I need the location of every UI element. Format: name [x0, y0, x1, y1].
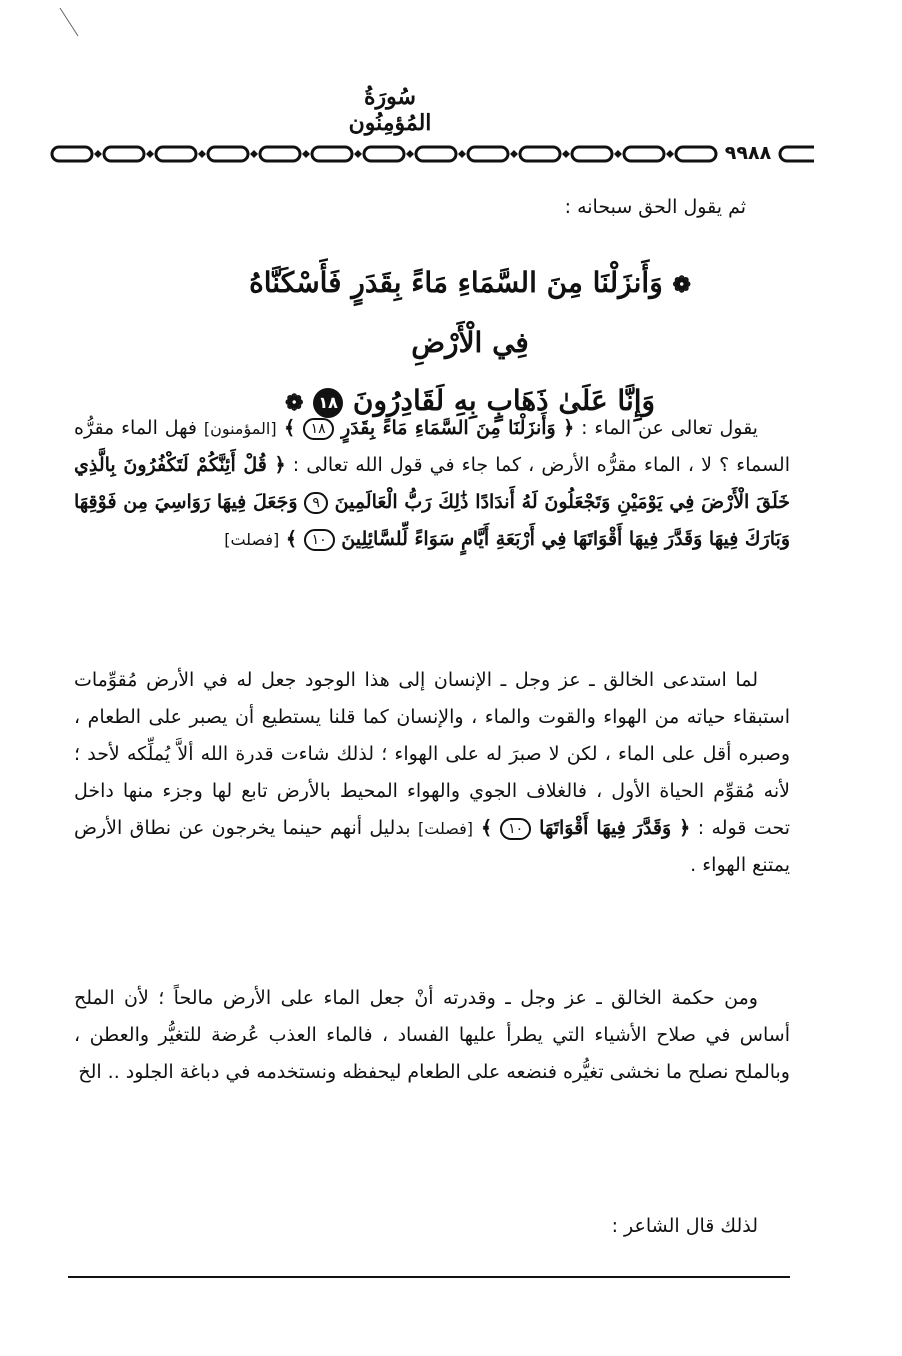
- ornament-oval: [416, 147, 456, 161]
- ornament-oval: [624, 147, 664, 161]
- ornament-diamond: [302, 150, 310, 158]
- ornament-diamond: [614, 150, 622, 158]
- p1-reference-1: [المؤمنون]: [203, 419, 277, 438]
- paragraph-4: [74, 1208, 790, 1245]
- verse-line-2-text: وَإِنَّا عَلَىٰ ذَهَابٍ بِهِ لَقَادِرُونَ: [352, 384, 656, 417]
- ornament-diamond: [198, 150, 206, 158]
- ornament-oval: [208, 147, 248, 161]
- p1-reference-2: [فصلت]: [224, 530, 280, 549]
- p2-reference: [فصلت]: [418, 819, 474, 838]
- ornament-oval: [52, 147, 92, 161]
- p1-text-1: يقول تعالى عن الماء :: [574, 417, 758, 439]
- quran-verse-block: [230, 254, 710, 432]
- intro-line: ثم يقول الحق سبحانه :: [564, 196, 746, 218]
- p1-quote-2-end: ﴾: [279, 528, 304, 550]
- ornament-oval: [156, 147, 196, 161]
- ornament-diamond: [94, 150, 102, 158]
- ornament-diamond: [354, 150, 362, 158]
- ornament-oval: [104, 147, 144, 161]
- p1-text-2: فهل الماء مقرُّه السماء ؟ لا ، الماء مقرُّه الأرض ، كما جاء في قول الله تعالى :: [74, 417, 790, 476]
- p1-quote-2-number-1: ٩: [304, 492, 328, 514]
- scan-mark: [58, 6, 80, 38]
- p3-text: ومن حكمة الخالق ـ عز وجل ـ وقدرته أنْ جعل الماء على الأرض مالحاً ؛ لأن الملح أساس في صلاح الأشياء التي يطرأ عليها الفساد ، فالماء العذب عُرضة للتغيُّر والعطن ، وبالملح نصلح ما نخشى تغيُّره فنضعه على الطعام ليحفظه ونستخدمه في دباغة الجلود .. الخ: [74, 987, 790, 1083]
- surah-title: سُورَةُ المُؤمِنُون: [348, 84, 432, 136]
- p2-quote-number: ١٠: [500, 818, 531, 840]
- p2-text-2: بدليل أنهم حينما يخرجون عن نطاق الأرض يمتنع الهواء .: [74, 817, 790, 876]
- ornament-diamond: [562, 150, 570, 158]
- ornament-oval: [572, 147, 612, 161]
- page-number: ٩٩٨٨: [718, 141, 778, 165]
- verse-close-ornament-icon: ❁: [284, 390, 304, 416]
- verse-line-1-text: وَأَنزَلْنَا مِنَ السَّمَاءِ مَاءً بِقَدَرٍ فَأَسْكَنَّاهُ فِي الْأَرْضِ: [249, 266, 663, 359]
- ornament-oval: [312, 147, 352, 161]
- verse-open-ornament-icon: ❁: [672, 272, 691, 298]
- p1-quote-1-end: ﴾: [276, 417, 303, 439]
- p1-quote-1-number: ١٨: [303, 418, 334, 440]
- ornament-diamond: [458, 150, 466, 158]
- ornament-oval: [260, 147, 300, 161]
- paragraph-2: [74, 662, 790, 884]
- ornament-oval: [520, 147, 560, 161]
- p1-quote-2: ﴿ قُلْ أَئِنَّكُمْ لَتَكْفُرُونَ بِالَّذِي خَلَقَ الْأَرْضَ فِي يَوْمَيْنِ وَتَجْعَلُونَ لَهُ أَندَادًا ذَٰلِكَ رَبُّ الْعَالَمِينَ: [74, 454, 791, 513]
- p4-text: لذلك قال الشاعر :: [611, 1215, 758, 1237]
- paragraph-1: [74, 410, 790, 558]
- ornament-diamond: [666, 150, 674, 158]
- ornament-diamond: [406, 150, 414, 158]
- p2-quote: ﴿ وَقَدَّرَ فِيهَا أَقْوَاتَهَا: [531, 817, 691, 839]
- header-ornament-bar: [48, 140, 814, 168]
- ornament-oval: [364, 147, 404, 161]
- p1-quote-1: ﴿ وَأَنزَلْنَا مِنَ السَّمَاءِ مَاءً بِقَدَرٍ: [333, 417, 575, 439]
- verse-number: ١٨: [313, 388, 343, 418]
- paragraph-3: [74, 980, 790, 1091]
- p2-text-1: لما استدعى الخالق ـ عز وجل ـ الإنسان إلى هذا الوجود جعل له في الأرض مُقوِّمات استبقاء حياته من الهواء والقوت والماء ، والإنسان كما قلنا يستطيع أن يصبر على الطعام ، وصبره أقل على الماء ، لكن لا صبرَ له على الهواء ؛ لذلك شاءت قدرة الله ألاَّ يُملِّكه لأحد ؛ لأنه مُقوِّم الحياة الأول ، فالغلاف الجوي والهواء المحيط بالأرض تابع لها وجزء منها داخل تحت قوله :: [74, 669, 791, 839]
- ornament-diamond: [146, 150, 154, 158]
- ornament-diamond: [510, 150, 518, 158]
- ornament-diamond: [250, 150, 258, 158]
- p1-quote-2-middle: وَجَعَلَ فِيهَا رَوَاسِيَ مِن فَوْقِهَا وَبَارَكَ فِيهَا وَقَدَّرَ فِيهَا أَقْوَاتَهَا فِي أَرْبَعَةِ أَيَّامٍ سَوَاءً لِّلسَّائِلِينَ: [74, 491, 790, 550]
- p2-quote-end: ﴾: [473, 817, 501, 839]
- ornament-oval: [676, 147, 716, 161]
- verse-line-1: [230, 254, 710, 372]
- footer-rule: [68, 1276, 790, 1278]
- ornament-oval: [468, 147, 508, 161]
- ornament-oval: [780, 147, 814, 161]
- p1-quote-2-number-2: ١٠: [304, 529, 335, 551]
